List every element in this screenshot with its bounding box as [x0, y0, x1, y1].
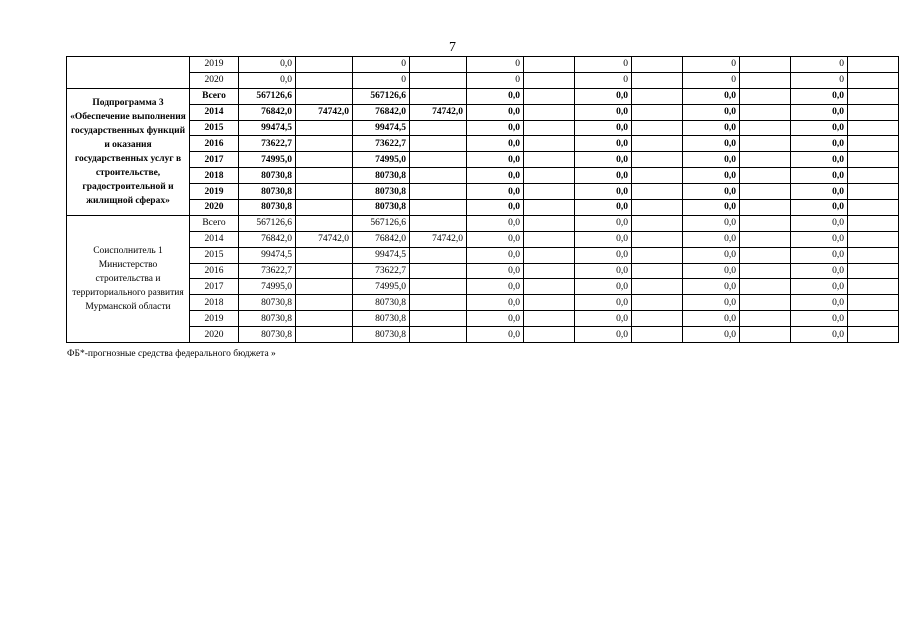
value-cell: 0,0 — [683, 120, 740, 136]
value-cell: 0,0 — [239, 57, 296, 73]
value-cell — [632, 88, 683, 104]
value-cell — [524, 72, 575, 88]
value-cell — [848, 120, 899, 136]
value-cell — [296, 295, 353, 311]
value-cell — [410, 200, 467, 216]
value-cell: 0 — [575, 72, 632, 88]
value-cell — [410, 327, 467, 343]
value-cell — [632, 279, 683, 295]
value-cell — [740, 311, 791, 327]
value-cell: 73622,7 — [353, 136, 410, 152]
value-cell: 0,0 — [683, 247, 740, 263]
value-cell: 0,0 — [791, 215, 848, 231]
value-cell — [740, 247, 791, 263]
value-cell: 0,0 — [467, 295, 524, 311]
value-cell — [740, 88, 791, 104]
value-cell — [296, 263, 353, 279]
value-cell: 0,0 — [575, 311, 632, 327]
value-cell — [296, 136, 353, 152]
year-cell: 2020 — [190, 200, 239, 216]
footnote: ФБ*-прогнозные средства федерального бюджета » — [67, 349, 276, 359]
value-cell: 0,0 — [683, 215, 740, 231]
value-cell: 74995,0 — [239, 152, 296, 168]
value-cell: 0,0 — [791, 200, 848, 216]
value-cell: 0,0 — [575, 184, 632, 200]
value-cell: 99474,5 — [239, 120, 296, 136]
value-cell — [296, 72, 353, 88]
value-cell — [296, 184, 353, 200]
value-cell: 80730,8 — [239, 168, 296, 184]
value-cell: 0 — [467, 72, 524, 88]
value-cell — [296, 57, 353, 73]
value-cell: 0,0 — [683, 184, 740, 200]
value-cell: 0,0 — [791, 88, 848, 104]
value-cell: 80730,8 — [239, 295, 296, 311]
value-cell: 0,0 — [467, 168, 524, 184]
value-cell — [848, 200, 899, 216]
table-row — [67, 184, 899, 200]
value-cell: 0,0 — [575, 200, 632, 216]
value-cell — [740, 215, 791, 231]
value-cell: 0 — [353, 57, 410, 73]
value-cell: 0,0 — [575, 152, 632, 168]
year-cell: 2018 — [190, 168, 239, 184]
value-cell: 0,0 — [239, 72, 296, 88]
table-row — [67, 231, 899, 247]
year-cell: Всего — [190, 88, 239, 104]
year-cell: 2017 — [190, 152, 239, 168]
value-cell — [524, 136, 575, 152]
value-cell: 0,0 — [575, 215, 632, 231]
value-cell: 0 — [791, 72, 848, 88]
value-cell — [524, 200, 575, 216]
value-cell: 74742,0 — [410, 231, 467, 247]
value-cell — [632, 295, 683, 311]
year-cell: Всего — [190, 215, 239, 231]
value-cell — [848, 136, 899, 152]
value-cell — [410, 136, 467, 152]
value-cell: 567126,6 — [353, 215, 410, 231]
value-cell: 0,0 — [467, 327, 524, 343]
year-cell: 2019 — [190, 311, 239, 327]
value-cell — [740, 152, 791, 168]
value-cell: 80730,8 — [239, 184, 296, 200]
coexecutor-label: Соисполнитель 1 Министерство строительства и территориального развития Мурманской области — [67, 215, 190, 342]
value-cell — [524, 120, 575, 136]
value-cell: 567126,6 — [239, 215, 296, 231]
value-cell: 74742,0 — [296, 104, 353, 120]
value-cell — [632, 120, 683, 136]
value-cell: 0 — [791, 57, 848, 73]
budget-table — [66, 56, 899, 343]
value-cell: 80730,8 — [239, 327, 296, 343]
table-row — [67, 247, 899, 263]
value-cell: 80730,8 — [353, 311, 410, 327]
value-cell: 0,0 — [683, 327, 740, 343]
value-cell — [740, 200, 791, 216]
value-cell — [410, 72, 467, 88]
value-cell: 0,0 — [575, 327, 632, 343]
year-cell: 2016 — [190, 136, 239, 152]
value-cell — [848, 295, 899, 311]
value-cell: 567126,6 — [353, 88, 410, 104]
year-cell: 2020 — [190, 72, 239, 88]
table-row — [67, 263, 899, 279]
year-cell: 2014 — [190, 104, 239, 120]
value-cell: 0,0 — [683, 231, 740, 247]
value-cell — [296, 247, 353, 263]
value-cell: 0,0 — [575, 295, 632, 311]
value-cell — [296, 215, 353, 231]
value-cell — [296, 279, 353, 295]
value-cell — [848, 152, 899, 168]
value-cell: 0,0 — [791, 279, 848, 295]
year-cell: 2015 — [190, 120, 239, 136]
value-cell — [632, 184, 683, 200]
value-cell: 0,0 — [791, 295, 848, 311]
value-cell — [410, 152, 467, 168]
value-cell — [632, 231, 683, 247]
value-cell: 0,0 — [791, 152, 848, 168]
value-cell — [410, 215, 467, 231]
value-cell — [410, 120, 467, 136]
value-cell — [410, 295, 467, 311]
value-cell: 0,0 — [683, 279, 740, 295]
value-cell — [848, 215, 899, 231]
value-cell: 0,0 — [467, 88, 524, 104]
value-cell: 0,0 — [467, 231, 524, 247]
value-cell: 80730,8 — [353, 200, 410, 216]
value-cell: 567126,6 — [239, 88, 296, 104]
value-cell: 0,0 — [683, 104, 740, 120]
value-cell — [848, 184, 899, 200]
value-cell: 0,0 — [467, 152, 524, 168]
value-cell — [524, 184, 575, 200]
value-cell — [632, 136, 683, 152]
value-cell: 0,0 — [683, 152, 740, 168]
value-cell — [632, 263, 683, 279]
table-row — [67, 120, 899, 136]
value-cell — [410, 263, 467, 279]
value-cell: 0,0 — [467, 311, 524, 327]
value-cell: 74995,0 — [239, 279, 296, 295]
value-cell: 73622,7 — [239, 136, 296, 152]
value-cell: 0 — [683, 72, 740, 88]
page-number: 7 — [449, 40, 456, 55]
value-cell: 0 — [575, 57, 632, 73]
value-cell: 80730,8 — [239, 200, 296, 216]
value-cell: 99474,5 — [239, 247, 296, 263]
value-cell: 76842,0 — [353, 231, 410, 247]
value-cell: 99474,5 — [353, 120, 410, 136]
table-row — [67, 152, 899, 168]
value-cell: 0,0 — [683, 311, 740, 327]
value-cell: 0,0 — [575, 263, 632, 279]
value-cell: 0,0 — [683, 295, 740, 311]
table-row — [67, 136, 899, 152]
value-cell — [296, 327, 353, 343]
value-cell: 0,0 — [575, 136, 632, 152]
value-cell: 0,0 — [791, 136, 848, 152]
budget-table-body — [67, 57, 899, 343]
year-cell: 2015 — [190, 247, 239, 263]
value-cell — [740, 231, 791, 247]
value-cell: 76842,0 — [239, 104, 296, 120]
value-cell: 0,0 — [575, 88, 632, 104]
value-cell: 0,0 — [575, 231, 632, 247]
value-cell — [524, 231, 575, 247]
value-cell — [632, 247, 683, 263]
value-cell: 0,0 — [467, 184, 524, 200]
value-cell: 0,0 — [683, 200, 740, 216]
table-row — [67, 279, 899, 295]
value-cell: 74742,0 — [410, 104, 467, 120]
value-cell — [848, 327, 899, 343]
value-cell — [848, 279, 899, 295]
table-row — [67, 168, 899, 184]
year-cell: 2014 — [190, 231, 239, 247]
value-cell: 74742,0 — [296, 231, 353, 247]
value-cell: 80730,8 — [353, 295, 410, 311]
value-cell: 0 — [467, 57, 524, 73]
value-cell — [524, 295, 575, 311]
value-cell: 0,0 — [791, 120, 848, 136]
table-row — [67, 88, 899, 104]
value-cell — [740, 327, 791, 343]
value-cell: 74995,0 — [353, 279, 410, 295]
value-cell — [740, 184, 791, 200]
value-cell — [632, 311, 683, 327]
value-cell: 0,0 — [467, 263, 524, 279]
value-cell — [296, 88, 353, 104]
value-cell — [524, 88, 575, 104]
year-cell: 2016 — [190, 263, 239, 279]
value-cell: 73622,7 — [239, 263, 296, 279]
year-cell: 2019 — [190, 184, 239, 200]
value-cell — [524, 215, 575, 231]
value-cell — [632, 152, 683, 168]
value-cell — [524, 279, 575, 295]
value-cell — [848, 88, 899, 104]
value-cell: 0,0 — [791, 247, 848, 263]
value-cell: 0,0 — [791, 104, 848, 120]
value-cell: 0,0 — [683, 136, 740, 152]
year-cell: 2019 — [190, 57, 239, 73]
value-cell: 0,0 — [467, 279, 524, 295]
value-cell — [410, 57, 467, 73]
value-cell: 0,0 — [683, 263, 740, 279]
value-cell — [740, 279, 791, 295]
value-cell — [410, 184, 467, 200]
value-cell — [848, 247, 899, 263]
table-row — [67, 215, 899, 231]
value-cell — [848, 104, 899, 120]
value-cell: 0,0 — [791, 263, 848, 279]
value-cell — [632, 104, 683, 120]
value-cell — [410, 247, 467, 263]
value-cell: 76842,0 — [353, 104, 410, 120]
table-row — [67, 311, 899, 327]
value-cell — [524, 247, 575, 263]
value-cell: 80730,8 — [353, 168, 410, 184]
value-cell: 0,0 — [791, 184, 848, 200]
value-cell — [524, 168, 575, 184]
value-cell — [740, 120, 791, 136]
table-row — [67, 72, 899, 88]
value-cell: 0,0 — [467, 247, 524, 263]
value-cell: 0,0 — [791, 231, 848, 247]
table-row — [67, 104, 899, 120]
value-cell: 0,0 — [467, 200, 524, 216]
value-cell: 76842,0 — [239, 231, 296, 247]
value-cell — [296, 311, 353, 327]
value-cell — [296, 120, 353, 136]
table-row — [67, 200, 899, 216]
year-cell: 2017 — [190, 279, 239, 295]
value-cell — [524, 104, 575, 120]
value-cell: 99474,5 — [353, 247, 410, 263]
value-cell: 0,0 — [791, 168, 848, 184]
value-cell — [524, 152, 575, 168]
year-cell: 2018 — [190, 295, 239, 311]
value-cell — [848, 57, 899, 73]
value-cell — [740, 104, 791, 120]
table-row — [67, 327, 899, 343]
value-cell — [740, 295, 791, 311]
value-cell: 0,0 — [575, 168, 632, 184]
year-cell: 2020 — [190, 327, 239, 343]
value-cell — [740, 72, 791, 88]
value-cell — [410, 311, 467, 327]
value-cell — [740, 136, 791, 152]
value-cell: 0 — [683, 57, 740, 73]
value-cell — [296, 200, 353, 216]
value-cell — [524, 263, 575, 279]
value-cell — [848, 263, 899, 279]
value-cell: 0,0 — [575, 104, 632, 120]
section-label-empty — [67, 57, 190, 89]
value-cell — [632, 168, 683, 184]
table-row — [67, 57, 899, 73]
value-cell — [524, 57, 575, 73]
value-cell — [632, 72, 683, 88]
value-cell — [410, 279, 467, 295]
table-row — [67, 295, 899, 311]
value-cell: 74995,0 — [353, 152, 410, 168]
value-cell: 0,0 — [791, 311, 848, 327]
value-cell — [848, 168, 899, 184]
value-cell — [632, 327, 683, 343]
value-cell: 0,0 — [467, 104, 524, 120]
value-cell: 0,0 — [467, 120, 524, 136]
value-cell — [410, 88, 467, 104]
value-cell — [296, 152, 353, 168]
value-cell: 0,0 — [683, 168, 740, 184]
subprogram-3-label: Подпрограмма 3 «Обеспечение выполнения государственных функций и оказания государственных услуг в строительстве, градостроительной и жилищной сферах» — [67, 88, 190, 215]
value-cell: 80730,8 — [239, 311, 296, 327]
value-cell — [296, 168, 353, 184]
value-cell: 0,0 — [467, 215, 524, 231]
value-cell — [848, 72, 899, 88]
value-cell — [740, 168, 791, 184]
value-cell — [524, 311, 575, 327]
value-cell: 0,0 — [575, 279, 632, 295]
value-cell: 0 — [353, 72, 410, 88]
value-cell: 80730,8 — [353, 327, 410, 343]
value-cell: 80730,8 — [353, 184, 410, 200]
value-cell — [740, 263, 791, 279]
value-cell: 0,0 — [575, 120, 632, 136]
value-cell: 0,0 — [683, 88, 740, 104]
value-cell — [410, 168, 467, 184]
value-cell — [632, 200, 683, 216]
value-cell: 73622,7 — [353, 263, 410, 279]
value-cell — [632, 57, 683, 73]
value-cell: 0,0 — [575, 247, 632, 263]
value-cell: 0,0 — [467, 136, 524, 152]
value-cell — [632, 215, 683, 231]
value-cell — [848, 311, 899, 327]
value-cell: 0,0 — [791, 327, 848, 343]
value-cell — [740, 57, 791, 73]
value-cell — [524, 327, 575, 343]
value-cell — [848, 231, 899, 247]
